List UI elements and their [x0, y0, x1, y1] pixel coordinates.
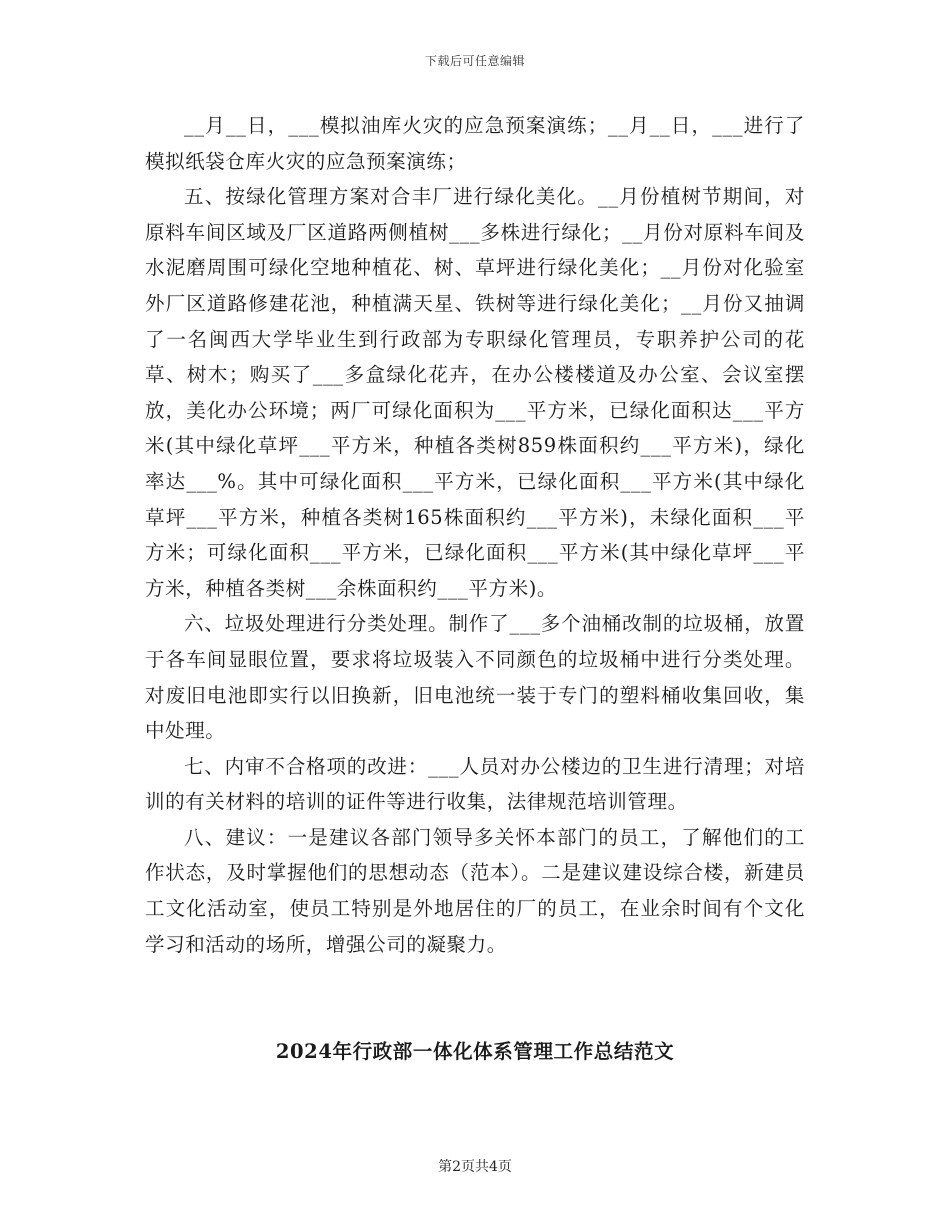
paragraph-greening: 五、按绿化管理方案对合丰厂进行绿化美化。__月份植树节期间，对原料车间区域及厂区道路两侧植树___多株进行绿化；__月份对原料车间及水泥磨周围可绿化空地种植花、树、草坪进行绿化美化；__月份对化验室外厂区道路修建花池，种植满天星、铁树等进行绿化美化；__月份又抽调了一名闽西大学毕业生到行政部为专职绿化管理员，专职养护公司的花草、树木；购买了___多盒绿化花卉，在办公楼楼道及办公室、会议室摆放，美化办公环境；两厂可绿化面积为___平方米，已绿化面积达___平方米(其中绿化草坪___平方米，种植各类树859株面积约___平方米)，绿化率达___%。其中可绿化面积___平方米，已绿化面积___平方米(其中绿化草坪___平方米，种植各类树165株面积约___平方米)，未绿化面积___平方米；可绿化面积___平方米，已绿化面积___平方米(其中绿化草坪___平方米，种植各类树___余株面积约___平方米)。 — [145, 185, 805, 600]
paragraph-internal-audit: 七、内审不合格项的改进：___人员对办公楼边的卫生进行清理；对培训的有关材料的培训的证件等进行收集，法律规范培训管理。 — [145, 754, 805, 814]
paragraph-suggestions: 八、建议：一是建议各部门领导多关怀本部门的员工，了解他们的工作状态，及时掌握他们的思想动态（范本）。二是建议建设综合楼，新建员工文化活动室，使员工特别是外地居住的厂的员工，在业余时间有个文化学习和活动的场所，增强公司的凝聚力。 — [145, 825, 805, 956]
page-header: 下载后可任意编辑 — [424, 54, 525, 68]
paragraph-drill-dates: __月__日，___模拟油库火灾的应急预案演练；__月__日，___进行了模拟纸袋仓库火灾的应急预案演练； — [145, 114, 805, 173]
page-footer: 第2页共4页 — [438, 1159, 512, 1175]
section-title: 2024年行政部一体化体系管理工作总结范文 — [275, 1040, 675, 1063]
paragraph-waste-sorting: 六、垃圾处理进行分类处理。制作了___多个油桶改制的垃圾桶，放置于各车间显眼位置，要求将垃圾装入不同颜色的垃圾桶中进行分类处理。对废旧电池即实行以旧换新，旧电池统一装于专门的塑料桶收集回收，集中处理。 — [145, 612, 805, 743]
document-body — [145, 108, 805, 962]
